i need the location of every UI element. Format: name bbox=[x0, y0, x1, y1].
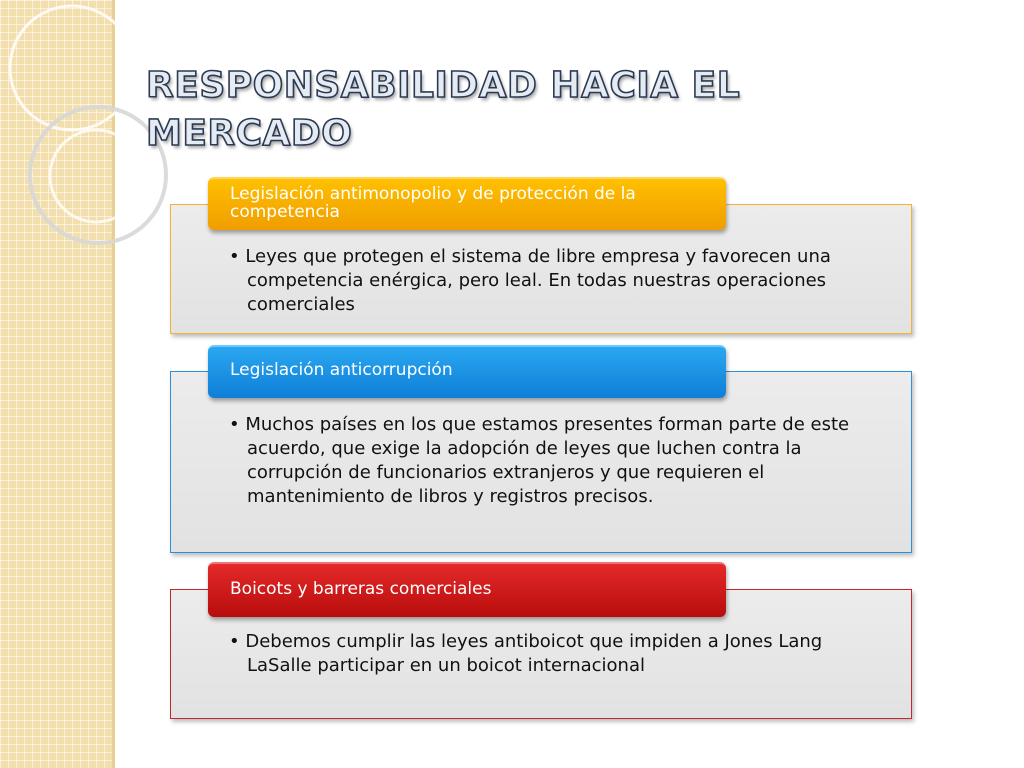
slide-title: RESPONSABILIDAD HACIA EL MERCADO bbox=[146, 65, 741, 154]
section-bullet-antitrust: • Leyes que protegen el sistema de libre empresa y favorecen una competencia enérgica, pero leal. En todas nuestras operaciones comerciales bbox=[229, 246, 831, 315]
section-card-anticorruption bbox=[170, 371, 912, 553]
decorative-circle-inner bbox=[50, 130, 142, 222]
section-tab-boycotts: Boicots y barreras comerciales bbox=[208, 562, 726, 617]
section-bullet-boycotts: • Debemos cumplir las leyes antiboicot que impiden a Jones Lang LaSalle participar en un boicot internacional bbox=[229, 631, 823, 676]
section-tab-antitrust: Legislación antimonopolio y de protección de la competencia bbox=[208, 177, 726, 230]
section-bullet-anticorruption: • Muchos países en los que estamos presentes forman parte de este acuerdo, que exige la adopción de leyes que luchen contra la corrupción de funcionarios extranjeros y que requieren el mantenimiento de libros y registros precisos. bbox=[229, 414, 850, 507]
section-tab-anticorruption: Legislación anticorrupción bbox=[208, 345, 726, 398]
